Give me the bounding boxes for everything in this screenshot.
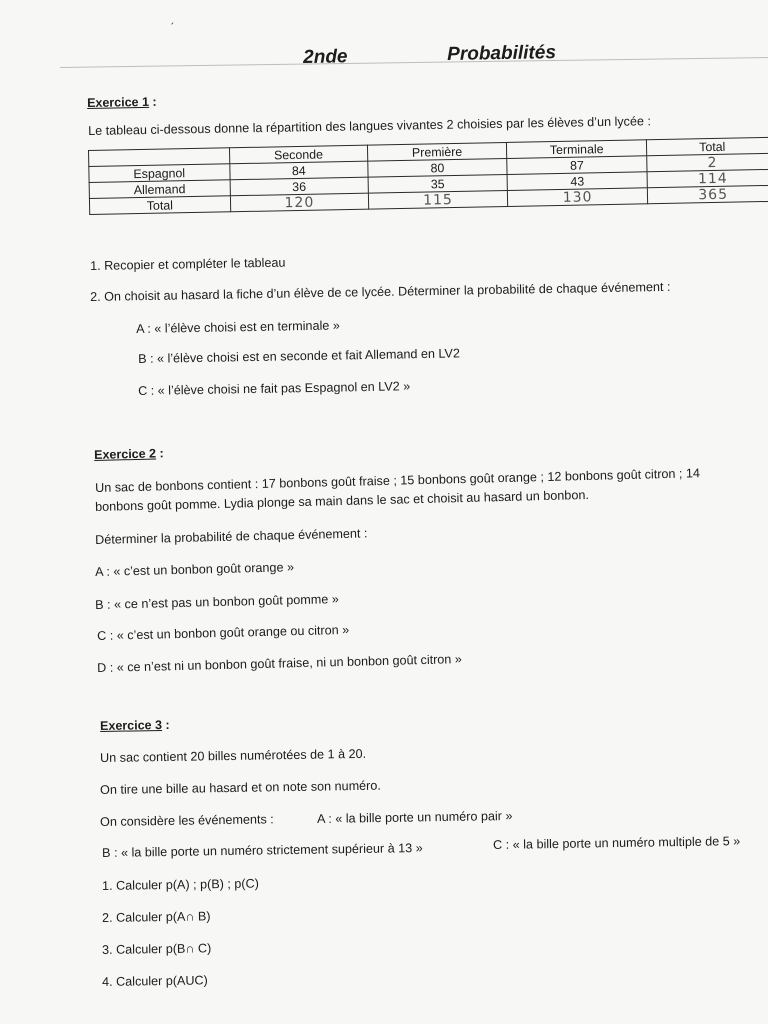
handwritten-cell: 115 xyxy=(369,190,508,209)
exercise-3-question-3: 3. Calculer p(B∩ C) xyxy=(102,941,212,957)
exercise-2-line-3: Déterminer la probabilité de chaque événement : xyxy=(95,526,368,547)
table-header-cell: Seconde xyxy=(229,145,368,164)
exercise-2-event-c: C : « c’est un bonbon goût orange ou citron » xyxy=(97,622,350,643)
handwritten-cell: 365 xyxy=(648,185,768,204)
exercise-3-event-c: C : « la bille porte un numéro multiple de 5 » xyxy=(493,834,741,852)
handwritten-cell: 114 xyxy=(647,169,768,188)
exercise-1-heading: Exercice 1 : xyxy=(87,94,157,110)
table-header-cell: Première xyxy=(368,142,507,161)
pen-mark: ˊ xyxy=(170,20,175,35)
exercise-2-line-2: bonbons goût pomme. Lydia plonge sa main dans le sac et choisit au hasard un bonbon. xyxy=(95,487,590,514)
exercise-1-event-a: A : « l’élève choisi est en terminale » xyxy=(136,318,340,336)
exercise-3-line-2: On tire une bille au hasard et on note son numéro. xyxy=(100,778,381,797)
table-row-label: Total xyxy=(89,196,230,215)
exercise-2-event-a: A : « c’est un bonbon goût orange » xyxy=(95,560,295,579)
languages-table xyxy=(88,137,768,215)
table-cell: 43 xyxy=(507,172,648,191)
exercise-1-question-2: 2. On choisit au hasard la fiche d’un élève de ce lycée. Déterminer la probabilité de chaque événement : xyxy=(90,279,671,304)
table-row-label: Allemand xyxy=(89,180,230,199)
exercise-3-question-4: 4. Calculer p(AUC) xyxy=(102,973,208,989)
exercise-2-event-d: D : « ce n’est ni un bonbon goût fraise, ni un bonbon goût citron » xyxy=(97,652,463,675)
exercise-3-event-a: A : « la bille porte un numéro pair » xyxy=(317,808,513,826)
exercise-2-line-1: Un sac de bonbons contient : 17 bonbons goût fraise ; 15 bonbons goût orange ; 12 bonbons goût citron ; 14 xyxy=(95,466,701,495)
exercise-3-line-3: On considère les événements : xyxy=(100,812,274,829)
exercise-3-question-1: 1. Calculer p(A) ; p(B) ; p(C) xyxy=(102,876,259,893)
exercise-1-question-1: 1. Recopier et compléter le tableau xyxy=(90,255,286,273)
exercise-3-heading: Exercice 3 : xyxy=(100,717,170,733)
page-title: Probabilités xyxy=(447,42,557,65)
exercise-1-intro: Le tableau ci-dessous donne la répartition des langues vivantes 2 choisies par les élèves d’un lycée : xyxy=(88,114,652,138)
handwritten-cell: 2 xyxy=(647,153,768,172)
exercise-2-event-b: B : « ce n’est pas un bonbon goût pomme » xyxy=(95,592,339,612)
table-cell: 80 xyxy=(368,158,507,177)
handwritten-cell: 130 xyxy=(507,188,648,207)
table-row-label: Espagnol xyxy=(89,164,230,183)
table-cell: 35 xyxy=(368,174,507,193)
table-cell: 84 xyxy=(229,161,368,180)
header-rule xyxy=(60,57,768,68)
exercise-2-heading: Exercice 2 : xyxy=(94,446,164,462)
handwritten-cell: 120 xyxy=(230,193,369,212)
table-header-cell: Terminale xyxy=(506,140,647,159)
table-cell: 87 xyxy=(507,156,648,175)
table-cell: 36 xyxy=(230,177,369,196)
exercise-3-line-1: Un sac contient 20 billes numérotées de 1 à 20. xyxy=(100,746,367,765)
exercise-3-event-b: B : « la bille porte un numéro strictement supérieur à 13 » xyxy=(102,840,423,860)
exercise-3-question-2: 2. Calculer p(A∩ B) xyxy=(102,909,211,925)
level-label: 2nde xyxy=(303,46,348,68)
table-header-cell: Total xyxy=(647,137,768,156)
exercise-1-event-b: B : « l’élève choisi est en seconde et fait Allemand en LV2 xyxy=(138,346,461,366)
exercise-1-event-c: C : « l’élève choisi ne fait pas Espagnol en LV2 » xyxy=(138,379,411,398)
